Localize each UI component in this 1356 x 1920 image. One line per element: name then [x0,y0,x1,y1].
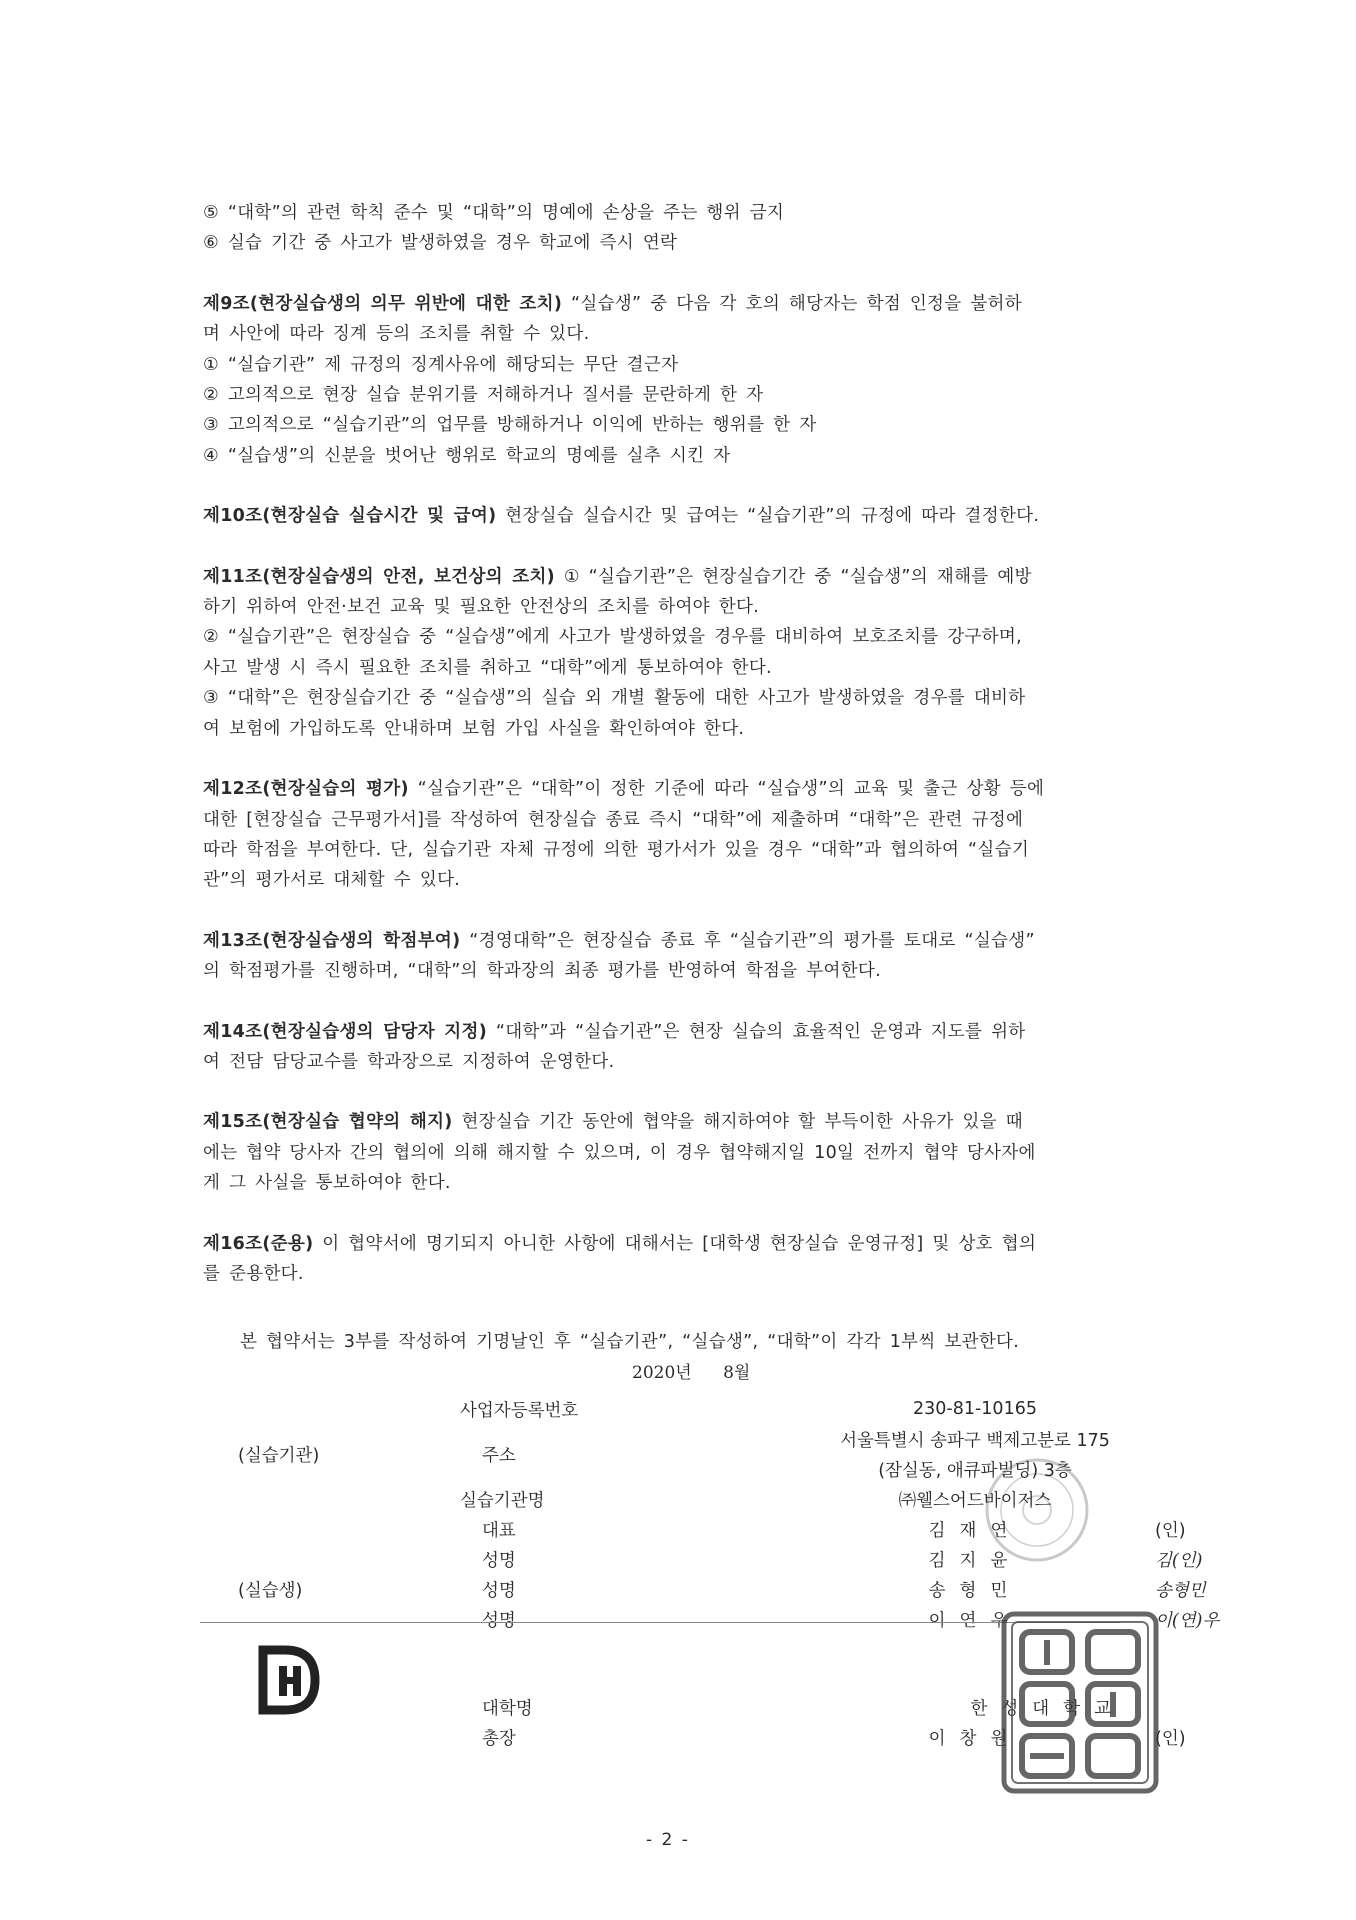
president-name: 이창원 [928,1728,1022,1749]
article-16: 제16조(준용) 이 협약서에 명기되지 아니한 사항에 대해서는 [대학생 현장실습 운영규정] 및 상호 협의 를 준용한다. [203,1233,1037,1284]
president-seal: (인) [1155,1728,1186,1749]
representative-name: 김재연 [928,1520,1022,1541]
representative-seal: (인) [1155,1520,1186,1541]
student-1-label: 성명 [482,1550,516,1571]
university-name: 한성대학교 [970,1698,1125,1719]
item-5: ⑤ “대학”의 관련 학칙 준수 및 “대학”의 명예에 손상을 주는 행위 금지 [203,203,785,223]
student-3-signature: 이(연)우 [1155,1610,1220,1631]
article-12-title: 제12조(현장실습의 평가) [203,779,409,800]
article-16-title: 제16조(준용) [203,1233,314,1254]
student-party-label: (실습생) [238,1580,303,1601]
article-10: 제10조(현장실습 실습시간 및 급여) 현장실습 실습시간 및 급여는 “실습기관”의 규정에 따라 결정한다. [203,506,1040,527]
university-official-seal-icon [1000,1610,1160,1795]
article-9-title: 제9조(현장실습생의 의무 위반에 대한 조치) [203,293,563,314]
article-15-title: 제15조(현장실습 협약의 해지) [203,1112,453,1133]
article-14-title: 제14조(현장실습생의 담당자 지정) [203,1021,487,1042]
student-3-label: 성명 [482,1610,516,1631]
student-2-name: 송형민 [928,1580,1022,1601]
student-3-name: 이연우 [928,1610,1022,1631]
article-11-title: 제11조(현장실습생의 안전, 보건상의 조치) [203,566,555,587]
page-number: - 2 - [646,1830,690,1850]
university-label: 대학명 [482,1698,533,1719]
article-13: 제13조(현장실습생의 학점부여) “경영대학”은 현장실습 종료 후 “실습기관”의 평가를 토대로 “실습생” 의 학점평가를 진행하며, “대학”의 학과장의 최종 평가를 반영하여 학점을 부여한다. [203,930,1035,982]
date-year: 2020년 [632,1363,692,1383]
university-logo-icon [255,1640,325,1720]
agreement-date [632,1358,776,1383]
article-15: 제15조(현장실습 협약의 해지) 현장실습 기간 동안에 협약을 해지하여야 할 부득이한 사유가 있을 때 에는 협약 당사자 간의 협의에 의해 해지할 수 있으며, 이 경우 협약해지일 10일 전까지 협약 당사자에 게 그 사실을 통보하여야 한다. [203,1112,1036,1194]
item-6: ⑥ 실습 기간 중 사고가 발생하였을 경우 학교에 즉시 연락 [203,233,678,254]
article-9: 제9조(현장실습생의 의무 위반에 대한 조치) “실습생” 중 다음 각 호의 해당자는 학점 인정을 불허하 며 사안에 따라 징계 등의 조치를 취할 수 있다. ① “실습기관” 제 규정의 징계사유에 해당되는 무단 결근자 ② 고의적으로 현장 실습 분위기를 저해하거나 질서를 문란하게 한 자 ③ 고의적으로 “실습기관”의 업무를 방해하거나 이익에 반하는 행위를 한 자 ④ “실습생”의 신분을 벗어난 행위로 학교의 명예를 실추 시킨 자 [203,293,1022,466]
org-name-label: 실습기관명 [460,1490,545,1511]
closing-statement: 본 협약서는 3부를 작성하여 기명날인 후 “실습기관”, “실습생”, “대학”이 각각 1부씩 보관한다. [240,1332,1020,1352]
divider [200,1622,1120,1623]
org-name-value: ㈜웰스어드바이저스 [898,1490,1052,1511]
date-month: 8월 [723,1363,751,1383]
article-10-title: 제10조(현장실습 실습시간 및 급여) [203,506,497,527]
org-party-label: (실습기관) [238,1445,320,1466]
address-label: 주소 [482,1445,516,1466]
article-11: 제11조(현장실습생의 안전, 보건상의 조치) ① “실습기관”은 현장실습기간 중 “실습생”의 재해를 예방 하기 위하여 안전·보건 교육 및 필요한 안전상의 조치를 하여야 한다. ② “실습기관”은 현장실습 중 “실습생”에게 사고가 발생하였을 경우를 대비하여 보호조치를 강구하며, 사고 발생 시 즉시 필요한 조치를 취하고 “대학”에게 통보하여야 한다. ③ “대학”은 현장실습기간 중 “실습생”의 실습 외 개별 활동에 대한 사고가 발생하였을 경우를 대비하 여 보험에 가입하도록 안내하며 보험 가입 사실을 확인하여야 한다. [203,566,1032,739]
article-14: 제14조(현장실습생의 담당자 지정) “대학”과 “실습기관”은 현장 실습의 효율적인 운영과 지도를 위하 여 전담 담당교수를 학과장으로 지정하여 운영한다. [203,1021,1026,1072]
agreement-body [203,198,1168,1289]
student-2-label: 성명 [482,1580,516,1601]
student-2-signature: 송형민 [1155,1580,1206,1601]
representative-label: 대표 [482,1520,516,1541]
reg-number-value: 230-81-10165 [913,1399,1037,1419]
reg-number-label: 사업자등록번호 [460,1400,579,1421]
address-line-1: 서울특별시 송파구 백제고분로 175 [840,1430,1110,1451]
article-12: 제12조(현장실습의 평가) “실습기관”은 “대학”이 정한 기준에 따라 “실습생”의 교육 및 출근 상황 등에 대한 [현장실습 근무평가서]를 작성하여 현장실습 종료 즉시 “대학”에 제출하며 “대학”은 관련 규정에 따라 학점을 부여한다. 단, 실습기관 자체 규정에 의한 평가서가 있을 경우 “대학”과 협의하여 “실습기 관”의 평가서로 대체할 수 있다. [203,779,1045,891]
president-label: 총장 [482,1728,516,1749]
student-1-name: 김지윤 [928,1550,1022,1571]
student-1-signature: 김(인) [1155,1550,1203,1571]
address-line-2: (잠실동, 애큐파빌딩) 3층 [878,1460,1072,1481]
article-13-title: 제13조(현장실습생의 학점부여) [203,930,461,951]
